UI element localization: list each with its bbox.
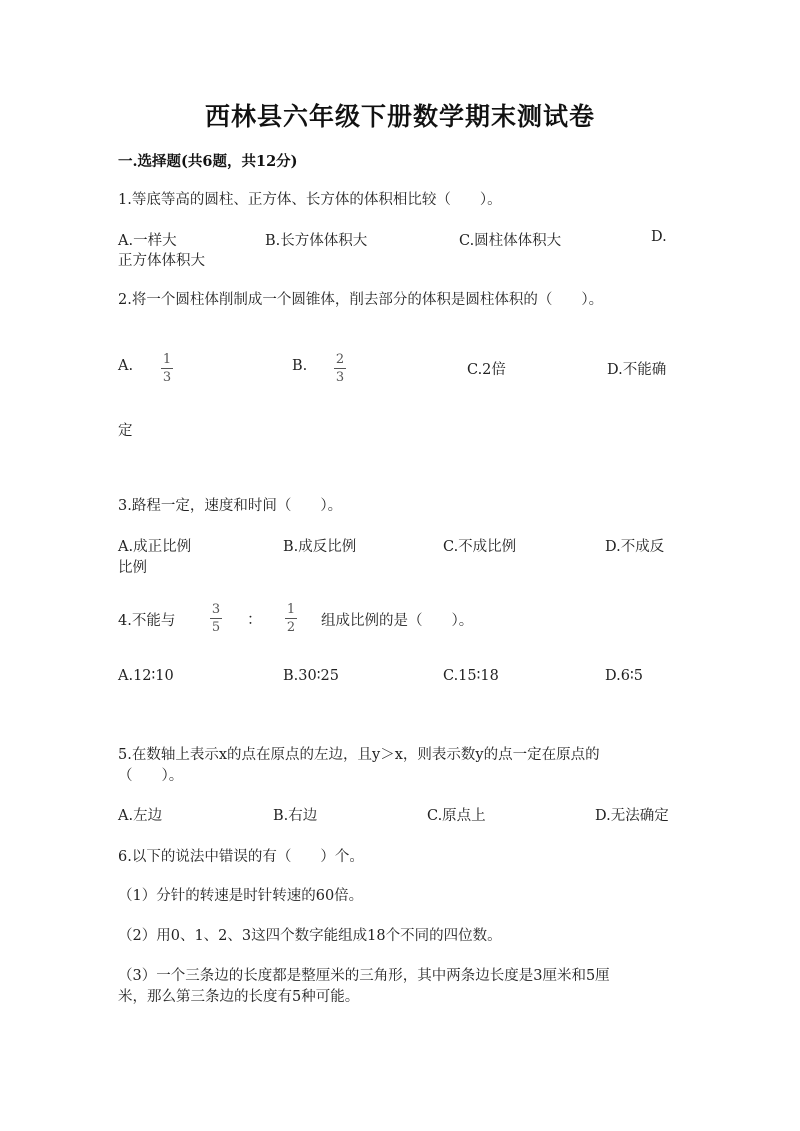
question-2-stem: 2.将一个圆柱体削制成一个圆锥体，削去部分的体积是圆柱体积的（ ）。	[118, 292, 604, 308]
fraction-numerator: 1	[286, 602, 296, 617]
question-2-option-b-fraction	[334, 353, 346, 384]
fraction-numerator: 2	[335, 352, 345, 367]
question-6-statement-3-line-2: 米，那么第三条边的长度有5种可能。	[118, 989, 360, 1005]
question-3-option-d-continued: 比例	[118, 560, 147, 576]
fraction-denominator: 2	[286, 620, 296, 635]
question-1-option-a: A.一样大	[118, 233, 177, 249]
question-2-option-c: C.2倍	[467, 362, 506, 378]
question-6-stem: 6.以下的说法中错误的有（ ）个。	[118, 849, 364, 865]
fraction-bar	[161, 368, 173, 369]
question-2-option-a: A.	[118, 358, 134, 374]
question-2-option-a-fraction	[161, 353, 173, 384]
section-heading: 一.选择题(共6题，共12分)	[118, 153, 298, 170]
question-3-option-c: C.不成比例	[443, 539, 517, 555]
fraction-denominator: 5	[211, 620, 221, 635]
question-4-stem-end: 组成比例的是（ ）。	[321, 613, 474, 629]
question-1-stem: 1.等底等高的圆柱、正方体、长方体的体积相比较（ ）。	[118, 192, 502, 208]
question-4-option-d: D.6∶5	[605, 668, 643, 684]
question-1-option-b: B.长方体体积大	[265, 233, 368, 249]
question-4-stem-start: 4.不能与	[118, 613, 176, 629]
question-4-fraction-2	[285, 603, 297, 634]
question-6-statement-3-line-1: （3）一个三条边的长度都是整厘米的三角形，其中两条边长度是3厘米和5厘	[118, 968, 610, 984]
question-3-option-d: D.不成反	[605, 539, 665, 555]
question-6-statement-2: （2）用0、1、2、3这四个数字能组成18个不同的四位数。	[118, 928, 502, 944]
question-5-option-b: B.右边	[273, 808, 318, 824]
question-3-option-a: A.成正比例	[118, 539, 192, 555]
question-3-option-b: B.成反比例	[283, 539, 357, 555]
question-4-fraction-1	[210, 603, 222, 634]
fraction-numerator: 1	[162, 352, 172, 367]
question-4-option-c: C.15∶18	[443, 668, 499, 684]
fraction-bar	[334, 368, 346, 369]
question-5-option-d: D.无法确定	[595, 808, 669, 824]
question-3-stem: 3.路程一定，速度和时间（ ）。	[118, 498, 343, 514]
question-6-statement-1: （1）分针的转速是时针转速的60倍。	[118, 888, 364, 904]
question-5-stem-line-2: （ ）。	[118, 768, 184, 784]
question-4-ratio-colon: ：	[247, 610, 263, 628]
question-1-option-c: C.圆柱体体积大	[459, 233, 562, 249]
page-title: 西林县六年级下册数学期末测试卷	[204, 102, 595, 131]
question-1-option-d-continued: 正方体体积大	[118, 253, 205, 269]
fraction-bar	[285, 618, 297, 619]
fraction-bar	[210, 618, 222, 619]
fraction-numerator: 3	[211, 602, 221, 617]
question-2-option-b: B.	[292, 358, 308, 374]
question-5-option-a: A.左边	[118, 808, 163, 824]
question-1-option-d: D.	[651, 229, 667, 245]
question-4-option-b: B.30∶25	[283, 668, 339, 684]
question-4-option-a: A.12∶10	[118, 668, 174, 684]
fraction-denominator: 3	[162, 370, 172, 385]
question-5-stem-line-1: 5.在数轴上表示x的点在原点的左边，且y＞x，则表示数y的点一定在原点的	[118, 747, 600, 763]
question-2-option-d: D.不能确	[607, 362, 667, 378]
fraction-denominator: 3	[335, 370, 345, 385]
question-5-option-c: C.原点上	[427, 808, 486, 824]
question-2-option-d-continued: 定	[118, 423, 133, 439]
